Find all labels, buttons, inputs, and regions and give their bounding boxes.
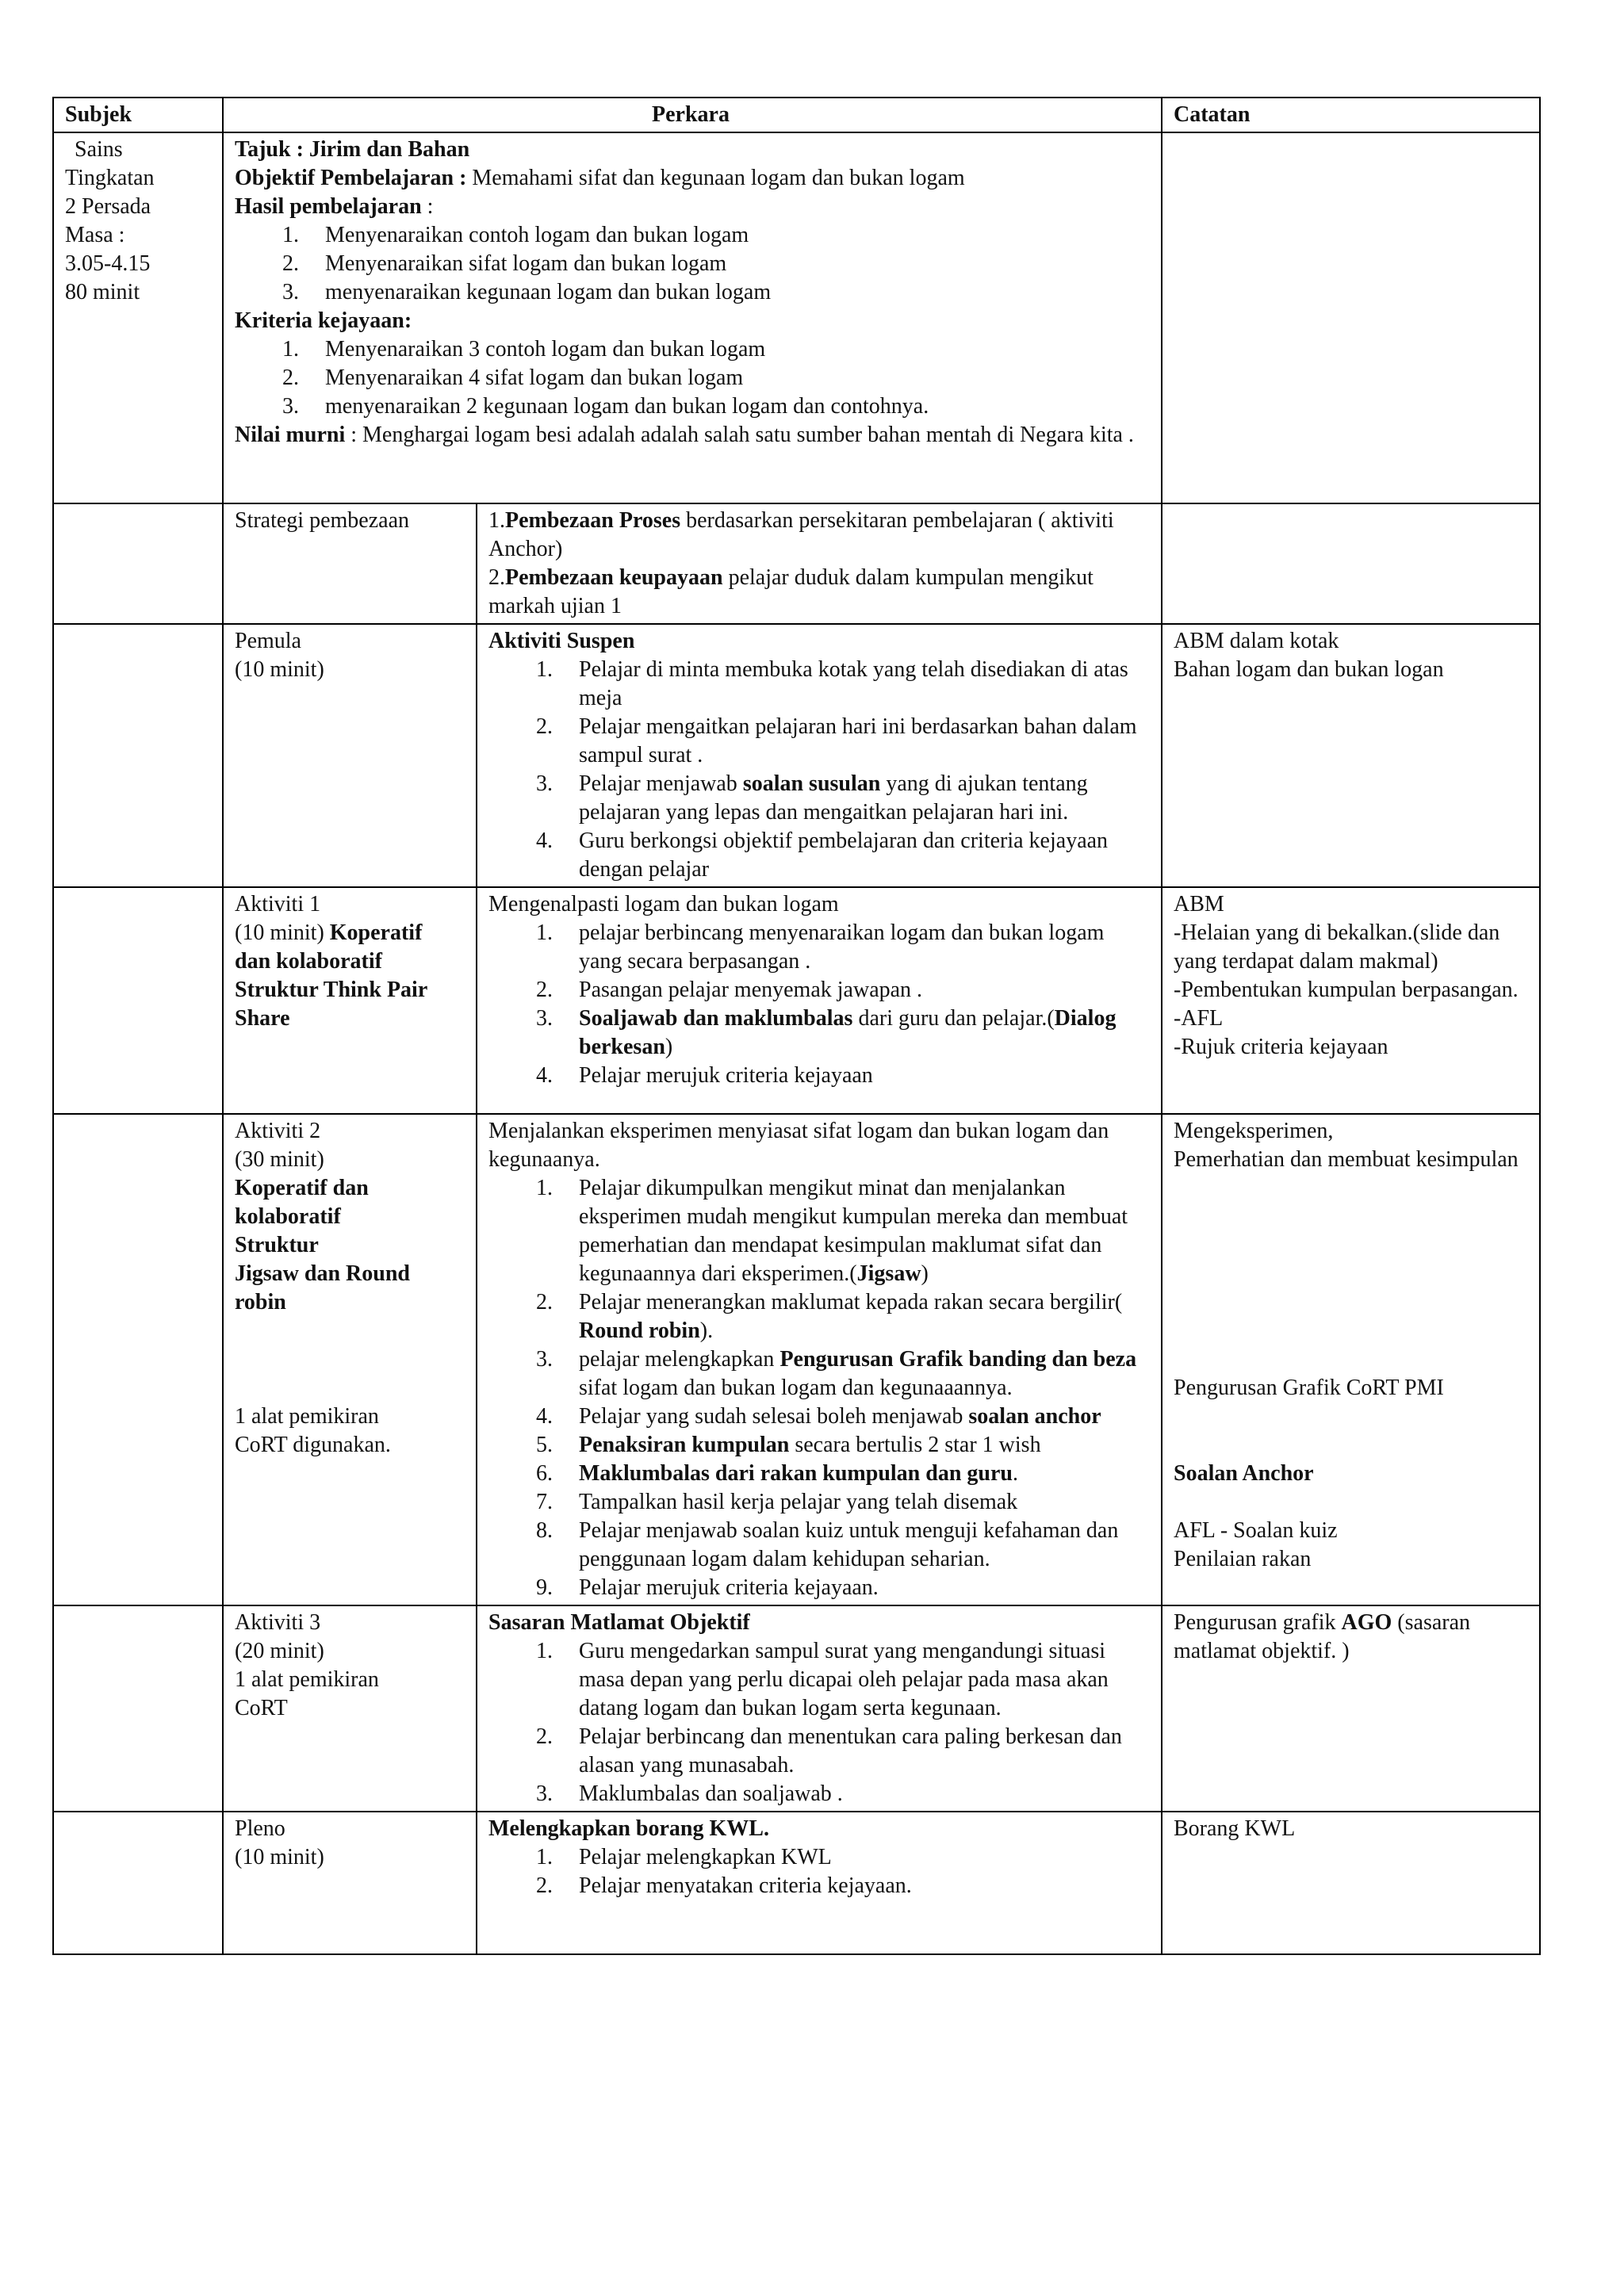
stage-line: (10 minit)	[235, 1845, 324, 1869]
stage-duration: (10 minit)	[235, 920, 330, 945]
note-line: Soalan Anchor	[1174, 1461, 1314, 1486]
strategi-label: Strategi pembezaan	[223, 503, 477, 624]
item-text: dari guru dan pelajar.(	[852, 1006, 1055, 1031]
list-item: 1. Pelajar di minta membuka kotak yang telah disediakan di atas meja	[558, 656, 1147, 713]
point-number: 2.	[488, 565, 505, 590]
subject-line: Sains	[75, 137, 123, 162]
item-text: sifat logam dan bukan logam dan kegunaaannya.	[579, 1376, 1013, 1400]
spacer	[1174, 1203, 1525, 1231]
empty-subject-cell	[53, 1114, 223, 1605]
subject-line: Masa :	[65, 223, 125, 247]
strategi-notes	[1162, 503, 1540, 624]
intro-notes	[1162, 132, 1540, 503]
list-item: 1. Pelajar melengkapkan KWL	[558, 1843, 1147, 1872]
kriteria-list	[235, 335, 1147, 421]
note-line: ABM	[1174, 892, 1224, 916]
subject-line: Tingkatan	[65, 166, 155, 190]
subject-line: 3.05-4.15	[65, 251, 151, 276]
hasil-heading	[235, 193, 1147, 221]
stage-bold: Jigsaw dan Round	[235, 1261, 410, 1286]
stage-line: 1 alat pemikiran	[235, 1404, 379, 1429]
item-bold: Penaksiran kumpulan	[579, 1433, 790, 1457]
aktiviti2-content	[477, 1114, 1162, 1605]
spacer	[1174, 1174, 1525, 1203]
objektif-label: Objektif Pembelajaran :	[235, 166, 467, 190]
aktiviti1-heading: Mengenalpasti logam dan bukan logam	[488, 892, 839, 916]
list-item: 2. Pasangan pelajar menyemak jawapan .	[558, 976, 1147, 1004]
aktiviti2-notes	[1162, 1114, 1540, 1605]
list-item: 4. Pelajar merujuk criteria kejayaan	[558, 1062, 1147, 1090]
aktiviti3-stage	[223, 1605, 477, 1812]
note-line: -Rujuk criteria kejayaan	[1174, 1035, 1388, 1059]
stage-line: (20 minit)	[235, 1639, 324, 1663]
item-bold: Jigsaw	[856, 1261, 921, 1286]
item-text: )	[921, 1261, 929, 1286]
subject-line: 2 Persada	[65, 194, 151, 219]
empty-subject-cell	[53, 887, 223, 1114]
note-line: Penilaian rakan	[1174, 1547, 1312, 1571]
intro-content	[223, 132, 1162, 503]
empty-subject-cell	[53, 503, 223, 624]
pleno-stage	[223, 1812, 477, 1954]
item-text: ).	[699, 1318, 714, 1343]
empty-subject-cell	[53, 1812, 223, 1954]
header-catatan: Catatan	[1162, 98, 1540, 132]
nilai-murni	[235, 421, 1147, 450]
lesson-plan-table	[52, 97, 1541, 1955]
strategi-content	[477, 503, 1162, 624]
pemula-content	[477, 624, 1162, 887]
objektif	[235, 164, 1147, 193]
aktiviti2-heading: Menjalankan eksperimen menyiasat sifat logam dan bukan logam dan kegunaanya.	[488, 1119, 1109, 1172]
note-line: Bahan logam dan bukan logan	[1174, 657, 1444, 682]
stage-line: (30 minit)	[235, 1147, 324, 1172]
subject-line: 80 minit	[65, 280, 140, 304]
aktiviti1-content	[477, 887, 1162, 1114]
item-text: Pelajar dikumpulkan mengikut minat dan menjalankan eksperimen mudah mengikut kumpulan mereka dan membuat pemerhatian dan mendapat kesimpulan maklumat sifat dan kegunaannya dari eksperimen.(	[579, 1176, 1128, 1286]
aktiviti2-stage	[223, 1114, 477, 1605]
note-line: -AFL	[1174, 1006, 1224, 1031]
list-item: 2. Pelajar mengaitkan pelajaran hari ini berdasarkan bahan dalam sampul surat .	[558, 713, 1147, 770]
aktiviti3-list	[488, 1637, 1147, 1808]
list-item	[558, 1402, 1147, 1431]
strategi-point-1	[488, 507, 1147, 564]
item-bold: Round robin	[579, 1318, 700, 1343]
intro-row	[53, 132, 1540, 503]
hasil-list	[235, 221, 1147, 307]
point-bold: Pembezaan keupayaan	[505, 565, 723, 590]
spacer	[1174, 1260, 1525, 1288]
item-bold: Pengurusan Grafik banding dan beza	[779, 1347, 1137, 1372]
item-text: yang di ajukan tentang pelajaran yang lepas dan mengaitkan pelajaran hari ini.	[579, 771, 1088, 825]
list-item	[558, 1345, 1147, 1402]
nilai-text: : Menghargai logam besi adalah adalah salah satu sumber bahan mentah di Negara kita .	[345, 423, 1134, 447]
objektif-text: Memahami sifat dan kegunaan logam dan bukan logam	[466, 166, 965, 190]
aktiviti3-heading: Sasaran Matlamat Objektif	[488, 1610, 750, 1635]
list-item	[558, 770, 1147, 827]
header-row	[53, 98, 1540, 132]
aktiviti3-content	[477, 1605, 1162, 1812]
note-line: Borang KWL	[1174, 1816, 1296, 1841]
strategi-point-2	[488, 564, 1147, 621]
list-item: 1. Guru mengedarkan sampul surat yang mengandungi situasi masa depan yang perlu dicapai oleh pelajar pada masa akan datang logam dan bukan logam serta kegunaan.	[558, 1637, 1147, 1723]
aktiviti1-list	[488, 919, 1147, 1090]
hasil-colon: :	[421, 194, 434, 219]
spacer	[1174, 1231, 1525, 1260]
item-text: Pelajar menerangkan maklumat kepada rakan secara bergilir(	[579, 1290, 1123, 1314]
note-line: Pemerhatian dan membuat kesimpulan	[1174, 1147, 1519, 1172]
point-text: pelajar duduk dalam kumpulan mengikut markah ujian 1	[488, 565, 1094, 618]
stage-bold: kolaboratif	[235, 1204, 341, 1229]
spacer	[1174, 1288, 1525, 1317]
pemula-stage	[223, 624, 477, 887]
aktiviti1-notes	[1162, 887, 1540, 1114]
hasil-label: Hasil pembelajaran	[235, 194, 422, 219]
spacer	[235, 1345, 462, 1374]
stage-bold: Koperatif dan kolaboratif Struktur Think Pair Share	[235, 920, 427, 1031]
item-text: Pelajar yang sudah selesai boleh menjawab	[579, 1404, 969, 1429]
item-text: )	[665, 1035, 673, 1059]
nilai-label: Nilai murni	[235, 423, 346, 447]
point-text: berdasarkan persekitaran pembelajaran ( aktiviti Anchor)	[488, 508, 1114, 561]
list-item	[558, 1174, 1147, 1288]
list-item: 7. Tampalkan hasil kerja pelajar yang telah disemak	[558, 1488, 1147, 1517]
kriteria-label: Kriteria kejayaan:	[235, 308, 412, 333]
list-item: 8. Pelajar menjawab soalan kuiz untuk menguji kefahaman dan penggunaan logam dalam kehidupan seharian.	[558, 1517, 1147, 1574]
list-item	[558, 1004, 1147, 1062]
item-bold: soalan susulan	[742, 771, 881, 796]
note-line: ABM dalam kotak	[1174, 629, 1339, 653]
item-bold: Dialog berkesan	[579, 1006, 1116, 1059]
aktiviti1-row	[53, 887, 1540, 1114]
stage-line: 1 alat pemikiran	[235, 1667, 379, 1692]
list-item: 3. menyenaraikan 2 kegunaan logam dan bukan logam dan contohnya.	[304, 392, 1147, 421]
item-bold: soalan anchor	[968, 1404, 1101, 1429]
aktiviti3-row	[53, 1605, 1540, 1812]
list-item	[558, 1460, 1147, 1488]
strategi-row	[53, 503, 1540, 624]
spacer	[1174, 1488, 1525, 1517]
point-bold: Pembezaan Proses	[505, 508, 681, 533]
stage-bold: Struktur	[235, 1233, 319, 1257]
note-bold: AGO	[1341, 1610, 1392, 1635]
note-line: Mengeksperimen,	[1174, 1119, 1334, 1143]
note-line: -Helaian yang di bekalkan.(slide dan yang terdapat dalam makmal)	[1174, 920, 1500, 974]
stage-line: (10 minit)	[235, 657, 324, 682]
list-item: 3. menyenaraikan kegunaan logam dan bukan logam	[304, 278, 1147, 307]
pleno-content	[477, 1812, 1162, 1954]
pleno-notes	[1162, 1812, 1540, 1954]
list-item: 1. Menyenaraikan contoh logam dan bukan logam	[304, 221, 1147, 250]
list-item: 2. Pelajar berbincang dan menentukan cara paling berkesan dan alasan yang munasabah.	[558, 1723, 1147, 1780]
spacer	[1174, 1402, 1525, 1431]
pemula-notes	[1162, 624, 1540, 887]
aktiviti2-list	[488, 1174, 1147, 1602]
list-item: 2. Pelajar menyatakan criteria kejayaan.	[558, 1872, 1147, 1900]
stage-bold: Koperatif dan	[235, 1176, 369, 1200]
item-text: pelajar melengkapkan	[579, 1347, 780, 1372]
list-item: 9. Pelajar merujuk criteria kejayaan.	[558, 1574, 1147, 1602]
pemula-row	[53, 624, 1540, 887]
stage-line: Pemula	[235, 629, 301, 653]
stage-line: CoRT digunakan.	[235, 1433, 391, 1457]
aktiviti2-row	[53, 1114, 1540, 1605]
pemula-list	[488, 656, 1147, 884]
stage-bold: robin	[235, 1290, 286, 1314]
note-line: -Pembentukan kumpulan berpasangan.	[1174, 978, 1519, 1002]
item-text: secara bertulis 2 star 1 wish	[789, 1433, 1041, 1457]
pleno-heading: Melengkapkan borang KWL.	[488, 1816, 769, 1841]
aktiviti3-notes	[1162, 1605, 1540, 1812]
list-item: 4. Guru berkongsi objektif pembelajaran dan criteria kejayaan dengan pelajar	[558, 827, 1147, 884]
tajuk: Tajuk : Jirim dan Bahan	[235, 137, 470, 162]
item-bold: Maklumbalas dari rakan kumpulan dan guru	[579, 1461, 1013, 1486]
pemula-heading: Aktiviti Suspen	[488, 629, 635, 653]
item-bold: Soaljawab dan maklumbalas	[579, 1006, 853, 1031]
spacer	[1174, 1431, 1525, 1460]
pleno-list	[488, 1843, 1147, 1900]
pleno-row	[53, 1812, 1540, 1954]
note-line: AFL - Soalan kuiz	[1174, 1518, 1338, 1543]
list-item: 1. Menyenaraikan 3 contoh logam dan bukan logam	[304, 335, 1147, 364]
note-text: (sasaran matlamat objektif. )	[1174, 1610, 1471, 1663]
stage-line: CoRT	[235, 1696, 288, 1720]
list-item	[558, 1431, 1147, 1460]
list-item: 2. Menyenaraikan 4 sifat logam dan bukan logam	[304, 364, 1147, 392]
empty-subject-cell	[53, 624, 223, 887]
point-number: 1.	[488, 508, 505, 533]
stage-line: Aktiviti 3	[235, 1610, 321, 1635]
list-item	[558, 1288, 1147, 1345]
list-item: 2. Menyenaraikan sifat logam dan bukan logam	[304, 250, 1147, 278]
empty-subject-cell	[53, 1605, 223, 1812]
spacer	[235, 1317, 462, 1345]
aktiviti1-stage	[223, 887, 477, 1114]
stage-line: Aktiviti 1	[235, 892, 321, 916]
item-text: .	[1012, 1461, 1018, 1486]
item-text: Pelajar menjawab	[579, 771, 743, 796]
spacer	[1174, 1317, 1525, 1345]
stage-line: Pleno	[235, 1816, 285, 1841]
header-perkara: Perkara	[223, 98, 1162, 132]
subject-cell	[53, 132, 223, 503]
spacer	[1174, 1345, 1525, 1374]
spacer	[235, 1374, 462, 1402]
header-subjek: Subjek	[53, 98, 223, 132]
list-item: 1. pelajar berbincang menyenaraikan logam dan bukan logam yang secara berpasangan .	[558, 919, 1147, 976]
stage-line: Aktiviti 2	[235, 1119, 321, 1143]
note-text: Pengurusan grafik	[1174, 1610, 1342, 1635]
note-line: Pengurusan Grafik CoRT PMI	[1174, 1376, 1444, 1400]
list-item: 3. Maklumbalas dan soaljawab .	[558, 1780, 1147, 1808]
